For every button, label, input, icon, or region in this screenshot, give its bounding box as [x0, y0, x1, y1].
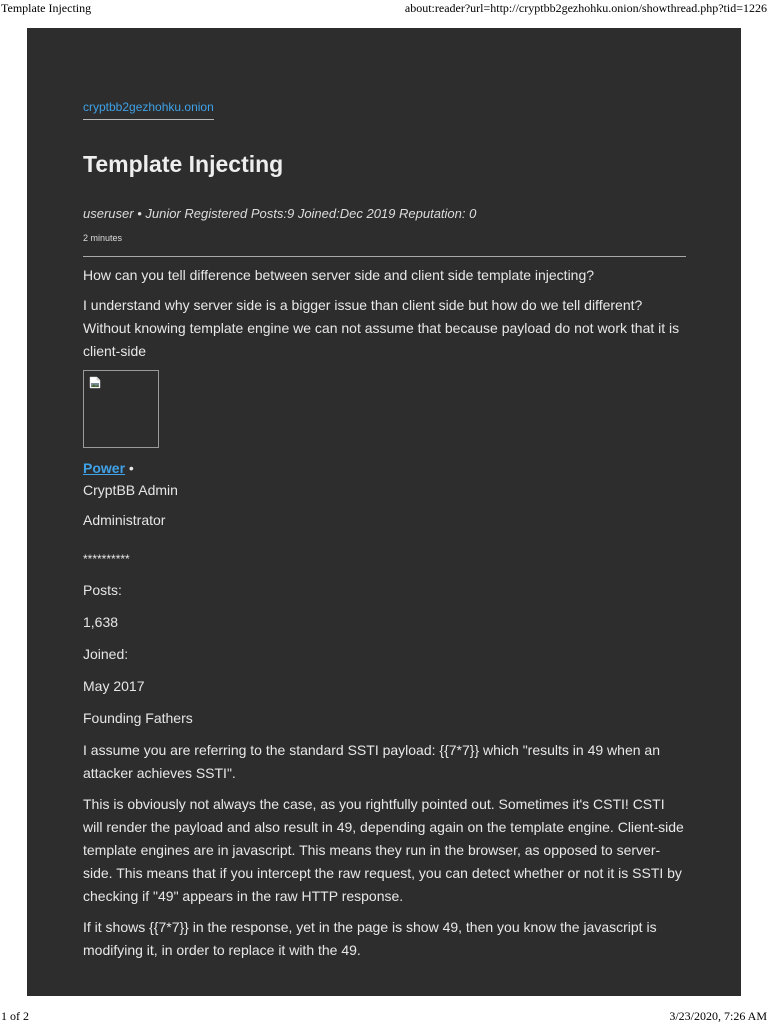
article-content [83, 98, 686, 962]
print-header [0, 0, 768, 18]
reading-time: 2 minutes [83, 233, 123, 243]
reply-paragraph: I assume you are referring to the standard SSTI payload: {{7*7}} which "results in 49 when an attacker achieves SSTI". [83, 742, 660, 781]
author-group: Founding Fathers [83, 710, 193, 726]
question-body: I understand why server side is a bigger issue than client side but how do we tell different? Without knowing template engine we can not assume that because payload do not work that it is client-side [83, 297, 680, 359]
joined-label: Joined: [83, 646, 129, 662]
reply-author-link[interactable]: Power [83, 460, 126, 476]
reader-view [27, 28, 741, 996]
article-title: Template Injecting [83, 151, 284, 177]
question-line: How can you tell difference between server side and client side template injecting? [83, 267, 595, 283]
header-divider [83, 256, 686, 257]
print-page-title: Template Injecting [1, 1, 92, 15]
print-datetime: 3/23/2020, 7:26 AM [669, 1009, 767, 1023]
domain-link[interactable]: cryptbb2gezhohku.onion [83, 100, 214, 120]
article-byline: useruser • Junior Registered Posts:9 Joined:Dec 2019 Reputation: 0 [83, 206, 477, 221]
posts-value: 1,638 [83, 614, 119, 630]
posts-label: Posts: [83, 582, 122, 598]
author-rank-stars: ********** [83, 552, 130, 566]
reply-paragraph: This is obviously not always the case, as you rightfully pointed out. Sometimes it's CSTI! CSTI will render the payload and also result in 49, depending again on the template engine. Client-side template engines are in javascript. This means they run in the browser, as opposed to server-side. This means that if you intercept the raw request, you can detect whether or not it is SSTI by checking if "49" appears in the raw HTTP response. [83, 796, 684, 904]
author-role-title: CryptBB Admin [83, 482, 178, 498]
print-page-url: about:reader?url=http://cryptbb2gezhohku.onion/showthread.php?tid=1226 [404, 1, 767, 15]
reply-author-line [83, 457, 686, 479]
joined-value: May 2017 [83, 678, 145, 694]
print-footer [0, 1008, 768, 1024]
author-bullet: • [128, 460, 134, 476]
reply-paragraph: If it shows {{7*7}} in the response, yet in the page is show 49, then you know the javascript is modifying it, in order to replace it with the 49. [83, 919, 657, 958]
author-role: Administrator [83, 512, 166, 528]
broken-image-icon [89, 376, 101, 389]
print-page-number: 1 of 2 [1, 1009, 29, 1023]
avatar [83, 370, 159, 448]
